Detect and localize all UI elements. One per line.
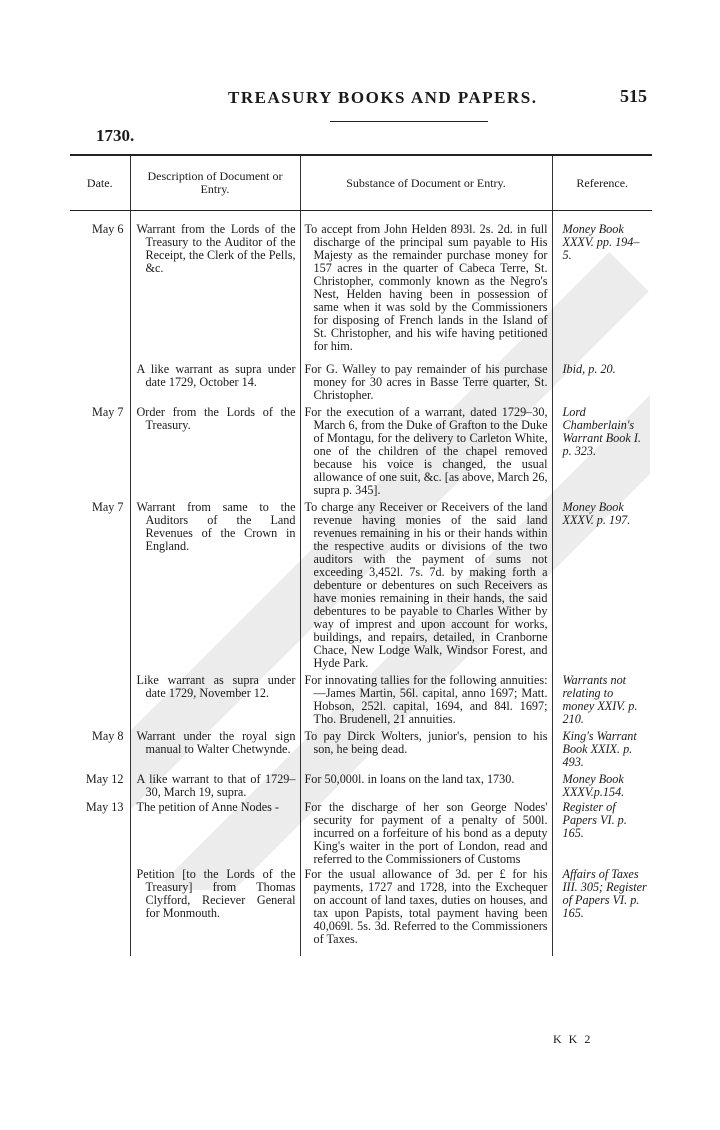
reference-cell [552, 363, 652, 406]
substance-cell-text: For the usual allowance of 3d. per £ for his payments, 1727 and 1728, into the Exchequer on account of land taxes, duties on houses, and tax upon Papists, total payment having been 40,069l. 5s. 3d. Referred to the Commissioners of Taxes. [304, 867, 548, 946]
date-cell [70, 868, 130, 956]
description-cell-text: Petition [to the Lords of the Treasury] from Thomas Clyfford, Reciever General for Monmouth. [136, 867, 296, 920]
date-cell [70, 223, 130, 363]
reference-cell [552, 501, 652, 674]
substance-cell-text: For the execution of a warrant, dated 1729–30, March 6, from the Duke of Grafton to the Duke of Montagu, for the delivery to Carleton White, one of the children of the chapel removed because his voice is changed, the usual allowance of one suit, &c. [as above, March 26, supra p. 345]. [304, 405, 548, 497]
date-cell [70, 773, 130, 801]
reference-cell [552, 773, 652, 801]
substance-cell [300, 801, 552, 868]
reference-cell-text: Ibid, p. 20. [562, 362, 616, 376]
substance-cell [300, 406, 552, 501]
reference-cell-text: Warrants not relating to money XXIV. p. 210. [562, 673, 638, 726]
running-title: TREASURY BOOKS AND PAPERS. [228, 88, 538, 107]
date-cell [70, 363, 130, 406]
reference-cell [552, 223, 652, 363]
date-cell [70, 674, 130, 730]
reference-cell [552, 868, 652, 956]
table-row [70, 223, 652, 363]
table-row [70, 868, 652, 956]
description-cell-text: A like warrant as supra under date 1729, October 14. [136, 362, 296, 389]
description-cell [130, 363, 300, 406]
description-cell-text: Order from the Lords of the Treasury. [136, 405, 296, 432]
substance-cell-text: To accept from John Helden 893l. 2s. 2d. in full discharge of the principal sum payable to His Majesty as the remainder purchase money for 157 acres in the quarter of Cabeca Terre, St. Christopher, commonly known as the Negro's Nest, Helden having been in possession of same when it was sold by the Commissioners for disposing of French lands in the Island of St. Christopher, and his wife having petitioned for him. [304, 222, 548, 353]
substance-cell [300, 868, 552, 956]
substance-cell [300, 363, 552, 406]
substance-cell [300, 223, 552, 363]
reference-cell [552, 674, 652, 730]
table-row [70, 363, 652, 406]
table-row [70, 501, 652, 674]
signature-mark: K K 2 [553, 1032, 593, 1046]
reference-cell-text: Money Book XXXV.p.154. [562, 772, 625, 799]
description-cell-text: Warrant from the Lords of the Treasury to the Auditor of the Receipt, the Clerk of the Pells, &c. [136, 222, 296, 275]
substance-cell-text: For innovating tallies for the following annuities:—James Martin, 56l. capital, anno 1697; Matt. Hobson, 252l. capital, 1694, and 84l. 1697; Tho. Brudenell, 21 annuities. [304, 673, 548, 726]
date-cell [70, 730, 130, 773]
column-header-substance: Substance of Document or Entry. [300, 155, 552, 211]
year-heading: 1730. [96, 126, 135, 145]
title-rule [330, 121, 488, 122]
date-cell-text: May 13 [85, 800, 124, 814]
page-number: 515 [620, 86, 647, 106]
description-cell-text: A like warrant to that of 1729–30, March 19, supra. [136, 772, 296, 799]
date-cell-text: May 6 [92, 222, 124, 236]
ledger-body [70, 211, 652, 957]
substance-cell [300, 674, 552, 730]
description-cell [130, 730, 300, 773]
substance-cell [300, 730, 552, 773]
ledger-table [70, 154, 652, 956]
table-row [70, 406, 652, 501]
column-header-date: Date. [70, 155, 130, 211]
date-cell [70, 801, 130, 868]
reference-cell [552, 801, 652, 868]
table-row [70, 801, 652, 868]
description-cell [130, 773, 300, 801]
description-cell-text: Like warrant as supra under date 1729, November 12. [136, 673, 296, 700]
date-cell-text: May 7 [92, 500, 124, 514]
reference-cell-text: Register of Papers VI. p. 165. [562, 800, 627, 840]
description-cell [130, 406, 300, 501]
description-cell [130, 868, 300, 956]
reference-cell-text: Money Book XXXV. p. 197. [562, 500, 631, 527]
table-row [70, 773, 652, 801]
substance-cell-text: For the discharge of her son George Nodes' security for payment of a penalty of 500l. incurred on a forfeiture of his bond as a deputy King's waiter in the port of London, read and referred to the Commissioners of Customs [304, 800, 548, 866]
date-cell-text: May 8 [92, 729, 124, 743]
description-cell [130, 501, 300, 674]
substance-cell [300, 501, 552, 674]
date-cell-text: May 7 [92, 405, 124, 419]
description-cell-text: Warrant from same to the Auditors of the Land Revenues of the Crown in England. [136, 500, 296, 553]
substance-cell [300, 773, 552, 801]
substance-cell-text: For G. Walley to pay remainder of his purchase money for 30 acres in Basse Terre quarter, St. Christopher. [304, 362, 548, 402]
substance-cell-text: To charge any Receiver or Receivers of the land revenue having monies of the said land revenues remaining in his or their hands within the respective audits or divisions of the two auditors with the payment of sums not exceeding 3,452l. 7s. 7d. by making forth a debenture or debentures on such Receivers as have monies remaining in their hands, the said debentures to be payable to Charles Wither by way of imprest and upon account for works, buildings, and repairs, detailed, in Cranborne Chace, New Lodge Walk, Windsor Forest, and Hyde Park. [304, 500, 548, 670]
date-cell-text: May 12 [85, 772, 124, 786]
reference-cell [552, 406, 652, 501]
column-header-description: Description of Document or Entry. [130, 155, 300, 211]
description-cell-text: Warrant under the royal sign manual to Walter Chetwynde. [136, 729, 296, 756]
column-header-reference: Reference. [552, 155, 652, 211]
reference-cell-text: King's Warrant Book XXIX. p. 493. [562, 729, 637, 769]
reference-cell-text: Affairs of Taxes III. 305; Register of Papers VI. p. 165. [562, 867, 647, 920]
description-cell [130, 674, 300, 730]
reference-cell [552, 730, 652, 773]
date-cell [70, 406, 130, 501]
date-cell [70, 501, 130, 674]
description-cell [130, 801, 300, 868]
table-row [70, 674, 652, 730]
substance-cell-text: To pay Dirck Wolters, junior's, pension to his son, he being dead. [304, 729, 548, 756]
description-cell [130, 223, 300, 363]
reference-cell-text: Money Book XXXV. pp. 194–5. [562, 222, 640, 262]
description-cell-text: The petition of Anne Nodes - [136, 800, 279, 814]
reference-cell-text: Lord Chamberlain's Warrant Book I. p. 323. [562, 405, 641, 458]
substance-cell-text: For 50,000l. in loans on the land tax, 1730. [304, 772, 515, 786]
table-row [70, 730, 652, 773]
header-row [70, 155, 652, 211]
